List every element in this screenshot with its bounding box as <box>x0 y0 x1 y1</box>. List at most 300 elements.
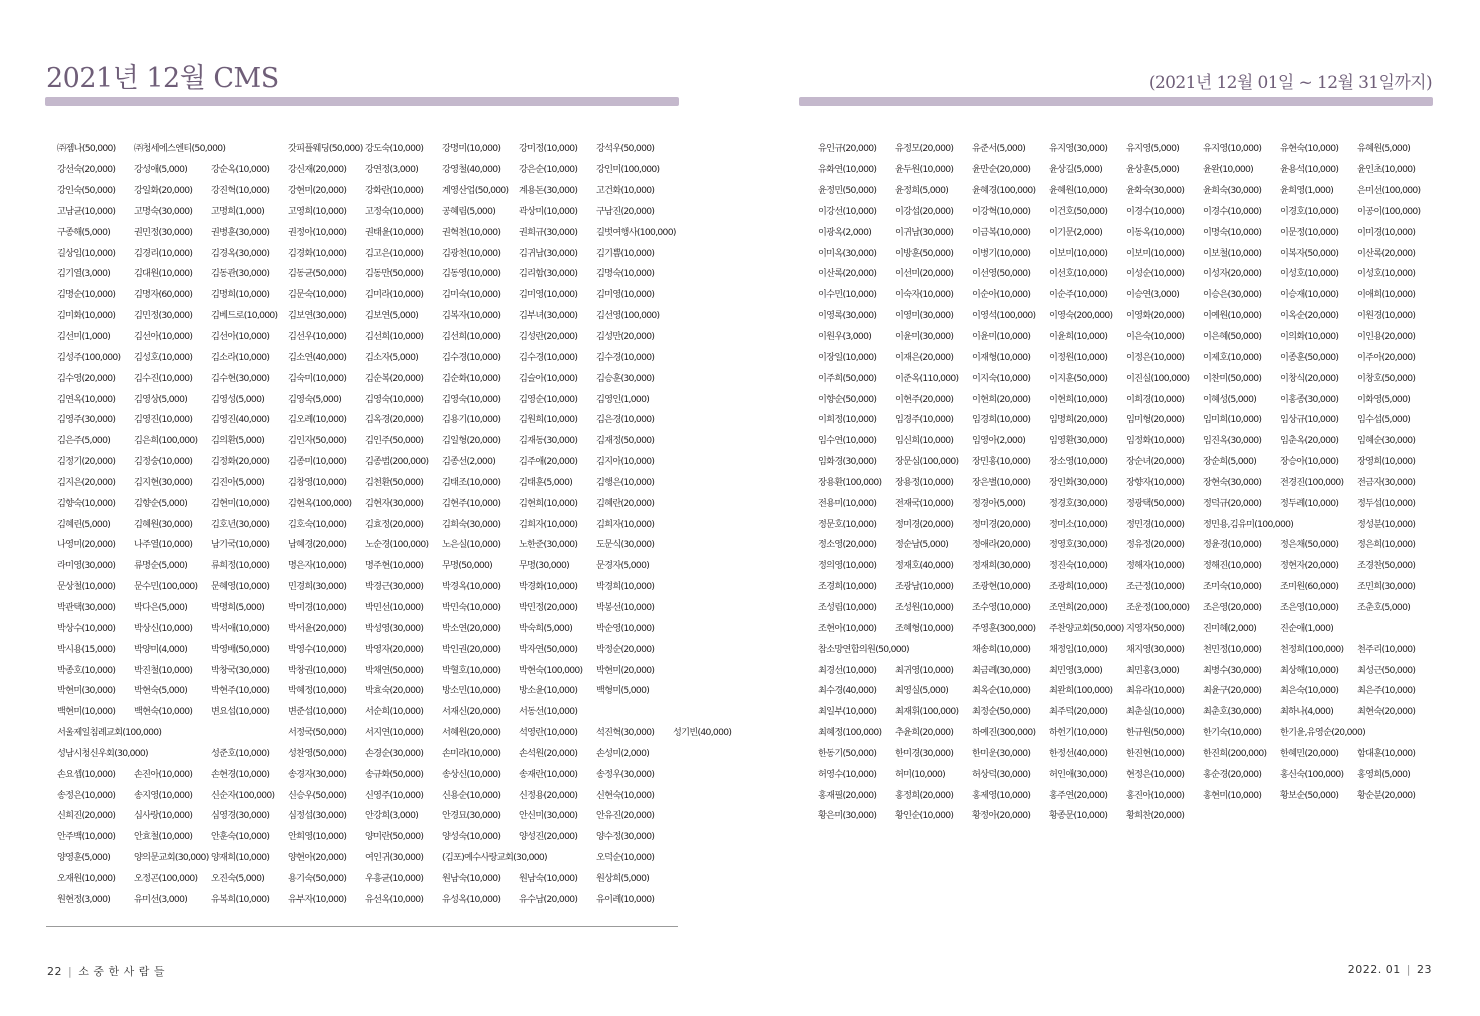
donor-entry: 황보순(50,000) <box>1280 789 1339 801</box>
donor-entry: 채송희(10,000) <box>972 643 1031 655</box>
donor-entry: 김은주(5,000) <box>57 435 111 447</box>
donor-entry: 이화영(5,000) <box>1357 393 1411 405</box>
donor-entry: 김선우(10,000) <box>288 331 347 343</box>
donor-entry: 조광남(10,000) <box>895 581 954 593</box>
donor-entry: 김미라(10,000) <box>365 289 424 301</box>
donor-entry: 한기숙(10,000) <box>1203 727 1262 739</box>
donor-entry: 강화란(10,000) <box>365 185 424 197</box>
donor-entry: 이재형(10,000) <box>972 351 1031 363</box>
donor-entry: 김혜란(20,000) <box>596 497 655 509</box>
donor-entry: 유준서(5,000) <box>972 143 1026 155</box>
donor-entry: 최병수(30,000) <box>1203 664 1262 676</box>
donor-entry: 김슬아(10,000) <box>519 372 578 384</box>
donor-row <box>818 533 1438 554</box>
donor-entry: 김수진(10,000) <box>134 372 193 384</box>
donor-entry: 이산록(20,000) <box>818 268 877 280</box>
donor-entry: 홍영희(5,000) <box>1357 768 1411 780</box>
donor-entry: 박양미(4,000) <box>134 643 188 655</box>
donor-entry: 한미경(30,000) <box>895 747 954 759</box>
donor-entry: 이현희(20,000) <box>972 393 1031 405</box>
donor-entry: 장은별(10,000) <box>972 476 1031 488</box>
donor-entry: 신승우(50,000) <box>288 789 347 801</box>
donor-entry: 박채연(50,000) <box>365 664 424 676</box>
donor-entry: 양미란(50,000) <box>365 831 424 843</box>
donor-row <box>57 450 682 471</box>
donor-entry: 우흥균(10,000) <box>365 872 424 884</box>
donor-entry: 이향순(50,000) <box>818 393 877 405</box>
donor-entry: 홍정희(20,000) <box>895 789 954 801</box>
donor-entry: 권민정(30,000) <box>134 226 193 238</box>
donor-entry: 이장일(10,000) <box>818 351 877 363</box>
donor-entry: 안유진(20,000) <box>596 810 655 822</box>
donor-entry: 허상덕(30,000) <box>972 768 1031 780</box>
donor-entry: 서울제일침례교회(100,000) <box>57 727 162 739</box>
donor-entry: 김영진(10,000) <box>134 414 193 426</box>
donor-entry: 김보연(5,000) <box>365 310 419 322</box>
donor-entry: 홍제영(10,000) <box>972 789 1031 801</box>
donor-row <box>818 554 1438 575</box>
donor-entry: 김현미(10,000) <box>211 497 270 509</box>
donor-entry: 윤만순(20,000) <box>972 164 1031 176</box>
section-name: 소 중 한 사 람 들 <box>78 965 165 978</box>
donor-entry: 오정곤(100,000) <box>134 872 198 884</box>
donor-entry: 김현희(10,000) <box>519 497 578 509</box>
donor-entry: 이강섭(20,000) <box>895 205 954 217</box>
donor-entry: 최성근(50,000) <box>1357 664 1416 676</box>
donor-entry: 안경묘(30,000) <box>442 810 501 822</box>
donor-row <box>57 471 682 492</box>
donor-entry: 김대원(10,000) <box>134 268 193 280</box>
donor-entry: 손성미(2,000) <box>596 747 650 759</box>
donor-entry: 유현숙(10,000) <box>1280 143 1339 155</box>
donor-entry: 정해자(10,000) <box>1126 560 1185 572</box>
donor-entry: 한혜민(20,000) <box>1280 747 1339 759</box>
donor-entry: 이희정(10,000) <box>818 414 877 426</box>
donor-row <box>57 137 682 158</box>
donor-entry: 김수경(10,000) <box>596 351 655 363</box>
donor-row <box>818 741 1438 762</box>
donor-entry: 고건화(10,000) <box>596 185 655 197</box>
donor-entry: 원상희(5,000) <box>596 872 650 884</box>
donor-entry: 박관택(30,000) <box>57 601 116 613</box>
donor-entry: 정의영(10,000) <box>818 560 877 572</box>
header-bar-right <box>799 97 1433 106</box>
donor-entry: 하헌기(10,000) <box>1049 727 1108 739</box>
donor-entry: 임정화(10,000) <box>1126 435 1185 447</box>
donor-entry: 장영희(10,000) <box>1357 456 1416 468</box>
donor-entry: 김명숙(10,000) <box>596 268 655 280</box>
donor-entry: 이선영(50,000) <box>972 268 1031 280</box>
donor-entry: 유수남(20,000) <box>519 893 578 905</box>
donor-entry: 김수영(20,000) <box>57 372 116 384</box>
donor-entry: 정광택(50,000) <box>1126 497 1185 509</box>
donor-entry: 변요섭(10,000) <box>211 706 270 718</box>
footer-right <box>1348 963 1432 976</box>
donor-entry: 김종미(10,000) <box>288 456 347 468</box>
donor-entry: 원남숙(10,000) <box>519 872 578 884</box>
donor-entry: 한규원(50,000) <box>1126 727 1185 739</box>
donor-entry: 이재은(20,000) <box>895 351 954 363</box>
donor-entry: 박경희(10,000) <box>596 581 655 593</box>
donor-entry: 변준섭(10,000) <box>288 706 347 718</box>
donor-entry: 심영경(30,000) <box>211 810 270 822</box>
donor-row <box>57 616 682 637</box>
issue-date: 2022. 01 <box>1347 963 1401 976</box>
donor-entry: 장승아(10,000) <box>1280 456 1339 468</box>
donor-entry: 박성영(30,000) <box>365 622 424 634</box>
donor-entry: 이의화(10,000) <box>1280 331 1339 343</box>
donor-entry: 고명희(1,000) <box>211 205 265 217</box>
donor-row <box>818 408 1438 429</box>
donor-entry: 이영숙(200,000) <box>1049 310 1113 322</box>
donor-entry: 임상규(10,000) <box>1280 414 1339 426</box>
donor-entry: 권병훈(30,000) <box>211 226 270 238</box>
donor-entry: 양성진(20,000) <box>519 831 578 843</box>
donor-entry: 석영란(10,000) <box>519 727 578 739</box>
donor-entry: 장용환(100,000) <box>818 476 882 488</box>
donor-row <box>57 241 682 262</box>
donor-entry: 이윤미(10,000) <box>972 331 1031 343</box>
donor-entry: 김종범(200,000) <box>365 456 429 468</box>
donor-entry: 추윤희(20,000) <box>895 727 954 739</box>
donor-entry: 성준호(10,000) <box>211 747 270 759</box>
donor-entry: 김연옥(10,000) <box>57 393 116 405</box>
donor-entry: 김고은(10,000) <box>365 247 424 259</box>
donor-entry: 이인용(20,000) <box>1357 331 1416 343</box>
donor-entry: 서순희(10,000) <box>365 706 424 718</box>
donor-entry: 이건호(50,000) <box>1049 205 1108 217</box>
donor-entry: 장향자(10,000) <box>1126 476 1185 488</box>
donor-entry: 조경희(10,000) <box>818 581 877 593</box>
donor-entry: 강현미(20,000) <box>288 185 347 197</box>
donor-entry: 조현아(10,000) <box>818 622 877 634</box>
donor-entry: 홍재필(20,000) <box>818 789 877 801</box>
donor-row <box>818 429 1438 450</box>
donor-entry: 김영숙(10,000) <box>442 393 501 405</box>
donor-entry: 김미영(10,000) <box>596 289 655 301</box>
donor-entry: 김선아(10,000) <box>211 331 270 343</box>
donor-entry: 문수민(100,000) <box>134 581 198 593</box>
donor-row <box>818 304 1438 325</box>
donor-entry: 김경화(10,000) <box>288 247 347 259</box>
donor-row <box>818 512 1438 533</box>
donor-entry: 이경수(10,000) <box>1203 205 1262 217</box>
donor-entry: 윤화숙(30,000) <box>1126 185 1185 197</box>
donor-entry: 정윤경(10,000) <box>1203 539 1262 551</box>
donor-entry: 전경진(100,000) <box>1280 476 1344 488</box>
donor-entry: 윤상훈(5,000) <box>1126 164 1180 176</box>
donor-entry: 조춘호(5,000) <box>1357 601 1411 613</box>
donor-entry: 성기빈(40,000) <box>673 727 732 739</box>
donor-entry: 장문심(100,000) <box>895 456 959 468</box>
donor-entry: 정은채(50,000) <box>1280 539 1339 551</box>
donor-entry: 김주애(20,000) <box>519 456 578 468</box>
donor-entry: 정은희(10,000) <box>1357 539 1416 551</box>
donor-entry: 김기열(3,000) <box>57 268 111 280</box>
bottom-rule-left <box>46 926 678 927</box>
donor-entry: 김원희(10,000) <box>519 414 578 426</box>
donor-entry: 조운정(100,000) <box>1126 601 1190 613</box>
donor-entry: 성남시청신우회(30,000) <box>57 747 148 759</box>
donor-entry: 박혈호(10,000) <box>442 664 501 676</box>
donor-entry: 전재국(10,000) <box>895 497 954 509</box>
donor-entry: 명은자(10,000) <box>288 560 347 572</box>
donor-entry: 이미경(10,000) <box>1357 226 1416 238</box>
donor-entry: 유선옥(10,000) <box>365 893 424 905</box>
donor-entry: 박정순(20,000) <box>596 643 655 655</box>
donor-entry: 한미운(30,000) <box>972 747 1031 759</box>
donor-entry: 유성옥(10,000) <box>442 893 501 905</box>
donor-entry: 하예진(300,000) <box>972 727 1036 739</box>
donor-entry: 원현정(3,000) <box>57 893 111 905</box>
donor-entry: 김소연(40,000) <box>288 351 347 363</box>
donor-entry: 정경아(5,000) <box>972 497 1026 509</box>
donor-entry: 김귀남(30,000) <box>519 247 578 259</box>
donor-row <box>818 137 1438 158</box>
donor-row <box>57 179 682 200</box>
donor-entry: 김미영(10,000) <box>519 289 578 301</box>
donor-entry: 이현주(20,000) <box>895 393 954 405</box>
donor-entry: 김정화(20,000) <box>211 456 270 468</box>
donor-entry: 박민선(10,000) <box>365 601 424 613</box>
donor-entry: 임화경(30,000) <box>818 456 877 468</box>
donor-entry: 윤두원(10,000) <box>895 164 954 176</box>
donor-entry: 강연정(3,000) <box>365 164 419 176</box>
donor-entry: 이원우(3,000) <box>818 331 872 343</box>
donor-entry: 이현희(10,000) <box>1049 393 1108 405</box>
donor-entry: 김효정(20,000) <box>365 518 424 530</box>
donor-entry: 김일형(20,000) <box>442 435 501 447</box>
donor-entry: 황은미(30,000) <box>818 810 877 822</box>
donor-entry: 최완희(100,000) <box>1049 685 1113 697</box>
donor-entry: 안주백(10,000) <box>57 831 116 843</box>
donor-entry: 최재휘(100,000) <box>895 706 959 718</box>
donor-entry: 유부자(10,000) <box>288 893 347 905</box>
donor-entry: 김기쁨(10,000) <box>596 247 655 259</box>
donor-entry: 홍신숙(100,000) <box>1280 768 1344 780</box>
donor-entry: 이경호(10,000) <box>1280 205 1339 217</box>
donor-entry: 최정순(50,000) <box>972 706 1031 718</box>
donor-entry: 박영자(20,000) <box>365 643 424 655</box>
donor-entry: 최하나(4,000) <box>1280 706 1334 718</box>
donor-entry: 남기국(10,000) <box>211 539 270 551</box>
donor-entry: 김재정(50,000) <box>596 435 655 447</box>
page-number-right: 23 <box>1417 963 1432 976</box>
footer-separator: | <box>68 965 73 978</box>
donor-row <box>818 721 1438 742</box>
donor-entry: 최윤구(20,000) <box>1203 685 1262 697</box>
donor-entry: 나주열(10,000) <box>134 539 193 551</box>
donor-entry: 김영순(10,000) <box>519 393 578 405</box>
donor-entry: 최민영(3,000) <box>1049 664 1103 676</box>
donor-entry: 정재희(30,000) <box>972 560 1031 572</box>
donor-entry: 정두섭(10,000) <box>1357 497 1416 509</box>
donor-entry: 김영숙(5,000) <box>288 393 342 405</box>
donor-entry: 정유정(20,000) <box>1126 539 1185 551</box>
donor-entry: 정미소(10,000) <box>1049 518 1108 530</box>
donor-entry: 천주리(10,000) <box>1357 643 1416 655</box>
donor-entry: 용기숙(50,000) <box>288 872 347 884</box>
donor-entry: 박현미(30,000) <box>57 685 116 697</box>
donor-entry: 황희찬(20,000) <box>1126 810 1185 822</box>
donor-entry: 김소라(10,000) <box>211 351 270 363</box>
donor-entry: 이혜성(5,000) <box>1203 393 1257 405</box>
donor-entry: 김보연(30,000) <box>288 310 347 322</box>
donor-entry: 신희진(20,000) <box>57 810 116 822</box>
donor-entry: 이병기(10,000) <box>972 247 1031 259</box>
donor-entry: 황순분(20,000) <box>1357 789 1416 801</box>
donor-entry: 박다은(5,000) <box>134 601 188 613</box>
donor-entry: 김베드로(10,000) <box>211 310 278 322</box>
donor-entry: 김수현(30,000) <box>211 372 270 384</box>
donor-entry: 정애라(20,000) <box>972 539 1031 551</box>
donor-entry: 천정희(100,000) <box>1280 643 1344 655</box>
donor-entry: 명주현(10,000) <box>365 560 424 572</box>
donor-entry: 송상신(10,000) <box>442 768 501 780</box>
donor-entry: 채정임(10,000) <box>1049 643 1108 655</box>
donor-entry: 강석우(50,000) <box>596 143 655 155</box>
donor-entry: 진미혜(2,000) <box>1203 622 1257 634</box>
donor-row <box>818 366 1438 387</box>
donor-entry: 윤정민(50,000) <box>818 185 877 197</box>
donor-entry: 허인애(30,000) <box>1049 768 1108 780</box>
donor-entry: 강순옥(10,000) <box>211 164 270 176</box>
donor-entry: 지영자(50,000) <box>1126 622 1185 634</box>
donor-entry: 이성호(10,000) <box>1357 268 1416 280</box>
donor-entry: 정영호(30,000) <box>1049 539 1108 551</box>
donor-entry: 김복자(10,000) <box>442 310 501 322</box>
donor-entry: 이창호(50,000) <box>1357 372 1416 384</box>
donor-entry: 이방훈(50,000) <box>895 247 954 259</box>
donor-entry: 구남진(20,000) <box>596 205 655 217</box>
donor-entry: 박진철(10,000) <box>134 664 193 676</box>
donor-entry: 김경옥(30,000) <box>211 247 270 259</box>
donor-entry: 남혜경(20,000) <box>288 539 347 551</box>
donor-entry: 정경호(30,000) <box>1049 497 1108 509</box>
donor-entry: 임춘옥(20,000) <box>1280 435 1339 447</box>
donor-entry: 김의환(5,000) <box>211 435 265 447</box>
donor-entry: 김희자(10,000) <box>519 518 578 530</box>
donor-entry: 조수영(10,000) <box>972 601 1031 613</box>
donor-entry: 문상철(10,000) <box>57 581 116 593</box>
donor-entry: 강미정(10,000) <box>519 143 578 155</box>
donor-entry: 유화연(10,000) <box>818 164 877 176</box>
donor-entry: 송재란(10,000) <box>519 768 578 780</box>
donor-entry: 이영미(30,000) <box>895 310 954 322</box>
donor-entry: 황정아(20,000) <box>972 810 1031 822</box>
donor-entry: 이보철(10,000) <box>1203 247 1262 259</box>
donor-entry: 유복희(10,000) <box>211 893 270 905</box>
donor-entry: 최민홍(3,000) <box>1126 664 1180 676</box>
donor-entry: 장순녀(20,000) <box>1126 456 1185 468</box>
donor-entry: 강영철(40,000) <box>442 164 501 176</box>
donor-entry: 최귀영(10,000) <box>895 664 954 676</box>
donor-entry: 박시용(15,000) <box>57 643 116 655</box>
donor-entry: 김재동(30,000) <box>519 435 578 447</box>
donor-entry: 강인숙(50,000) <box>57 185 116 197</box>
donor-entry: 이영석(100,000) <box>972 310 1036 322</box>
donor-row <box>818 596 1438 617</box>
donor-entry: 김호년(30,000) <box>211 518 270 530</box>
donor-entry: 최옥순(10,000) <box>972 685 1031 697</box>
donor-row <box>818 658 1438 679</box>
donor-entry: 이정은(10,000) <box>1126 351 1185 363</box>
donor-entry: 조은영(10,000) <box>1280 601 1339 613</box>
donor-entry: 정진숙(10,000) <box>1049 560 1108 572</box>
donor-entry: 이애희(10,000) <box>1357 289 1416 301</box>
donor-row <box>818 450 1438 471</box>
donor-entry: 길벗여행사(100,000) <box>596 226 676 238</box>
donor-entry: 유정모(20,000) <box>895 143 954 155</box>
donor-row <box>818 471 1438 492</box>
donor-entry: 김경리(10,000) <box>134 247 193 259</box>
donor-entry: 박서윤(20,000) <box>288 622 347 634</box>
donor-entry: 방소윤(10,000) <box>519 685 578 697</box>
donor-entry: 박상수(10,000) <box>57 622 116 634</box>
donor-row <box>57 700 682 721</box>
donor-entry: 이원경(10,000) <box>1357 310 1416 322</box>
donor-entry: 김명희(10,000) <box>211 289 270 301</box>
header-bar-left <box>45 97 679 106</box>
donor-entry: 안희영(10,000) <box>288 831 347 843</box>
donor-row <box>57 429 682 450</box>
donor-entry: 최영실(5,000) <box>895 685 949 697</box>
donor-entry: 김선아(10,000) <box>134 331 193 343</box>
donor-entry: 임혜순(30,000) <box>1357 435 1416 447</box>
donor-entry: 이동옥(10,000) <box>1126 226 1185 238</box>
donor-row <box>57 220 682 241</box>
donor-entry: 박봉선(10,000) <box>596 601 655 613</box>
donor-entry: 김정기(20,000) <box>57 456 116 468</box>
donor-entry: 김광천(10,000) <box>442 247 501 259</box>
donor-row <box>57 762 682 783</box>
donor-entry: 노은실(10,000) <box>442 539 501 551</box>
donor-entry: 김선희(10,000) <box>442 331 501 343</box>
donor-entry: 박혜정(10,000) <box>288 685 347 697</box>
donor-entry: 조민희(30,000) <box>1357 581 1416 593</box>
donor-entry: 이기문(2,000) <box>1049 226 1103 238</box>
donor-entry: 임미희(10,000) <box>1203 414 1262 426</box>
donor-entry: 김태훈(5,000) <box>519 476 573 488</box>
donor-entry: 조은영(20,000) <box>1203 601 1262 613</box>
donor-entry: 김인주(50,000) <box>365 435 424 447</box>
donor-entry: 최현숙(20,000) <box>1357 706 1416 718</box>
donor-entry: 김동관(30,000) <box>211 268 270 280</box>
donor-entry: 김리함(30,000) <box>519 268 578 280</box>
donor-entry: 백현미(10,000) <box>57 706 116 718</box>
donor-entry: 신용순(10,000) <box>442 789 501 801</box>
donor-entry: 이승재(10,000) <box>1280 289 1339 301</box>
donor-entry: 강진혁(10,000) <box>211 185 270 197</box>
donor-entry: 박현숙(5,000) <box>134 685 188 697</box>
donor-entry: 함대훈(10,000) <box>1357 747 1416 759</box>
donor-entry: 한동기(50,000) <box>818 747 877 759</box>
donor-entry: 박숙희(5,000) <box>519 622 573 634</box>
donor-entry: 장순희(5,000) <box>1203 456 1257 468</box>
donor-entry: 석진혁(30,000) <box>596 727 655 739</box>
donor-entry: 민경희(30,000) <box>288 581 347 593</box>
donor-entry: 김소자(5,000) <box>365 351 419 363</box>
date-range: (2021년 12월 01일 ~ 12월 31일까지) <box>1148 73 1432 93</box>
donor-entry: 김현자(30,000) <box>365 497 424 509</box>
donor-entry: 유이례(10,000) <box>596 893 655 905</box>
donor-row <box>818 804 1438 825</box>
donor-entry: 진순애(1,000) <box>1280 622 1334 634</box>
donor-entry: 심사랑(10,000) <box>134 810 193 822</box>
donor-entry: 이복자(50,000) <box>1280 247 1339 259</box>
donor-entry: 여인귀(30,000) <box>365 852 424 864</box>
donor-entry: 조광희(10,000) <box>1049 581 1108 593</box>
